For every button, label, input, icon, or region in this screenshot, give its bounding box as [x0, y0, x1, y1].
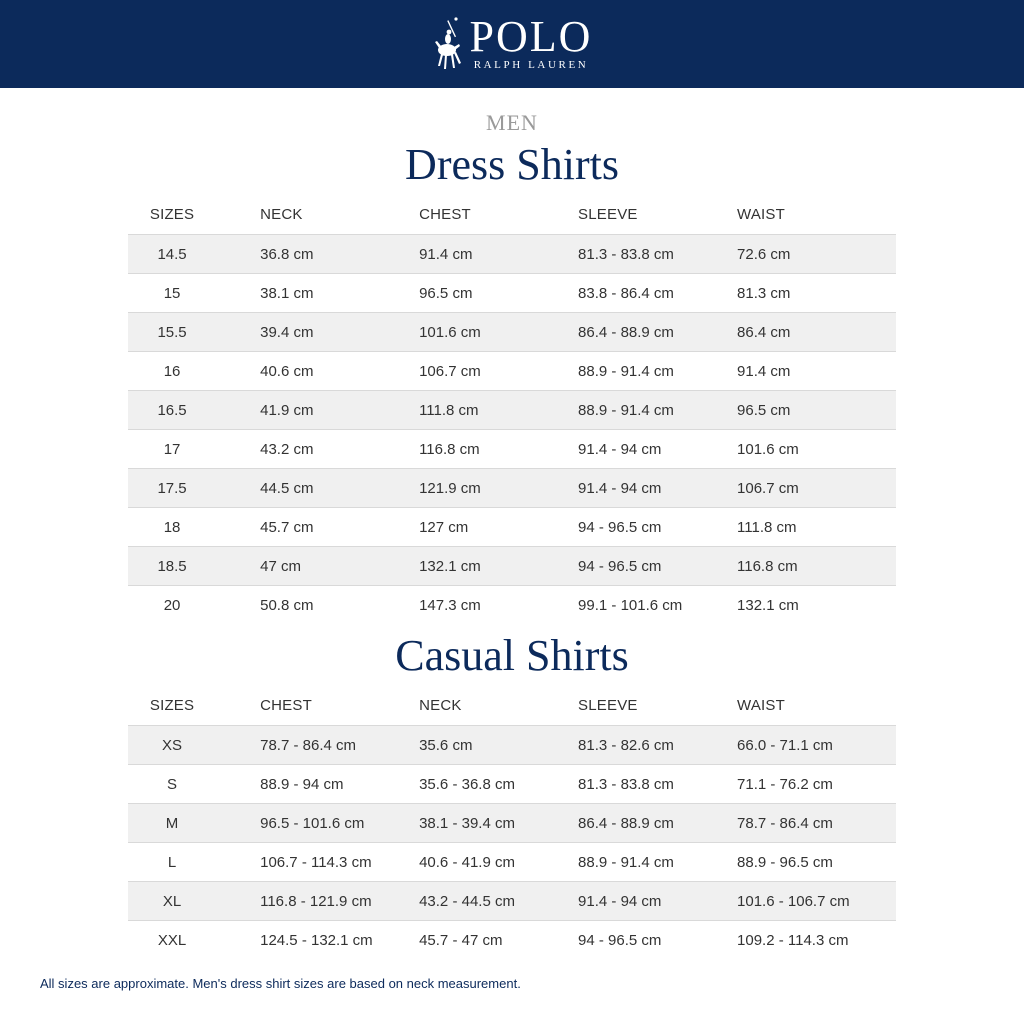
- table-row: [128, 547, 896, 586]
- measurement-cell: 88.9 - 91.4 cm: [578, 401, 674, 419]
- table-row: [128, 726, 896, 765]
- measurement-cell: 35.6 cm: [419, 736, 473, 754]
- measurement-cell: 91.4 - 94 cm: [578, 440, 662, 458]
- column-header: SIZES: [149, 205, 195, 223]
- measurement-cell: 88.9 - 91.4 cm: [578, 362, 674, 380]
- size-cell: 16.5: [157, 401, 187, 419]
- measurement-cell: 40.6 - 41.9 cm: [419, 853, 515, 871]
- column-header: SIZES: [149, 696, 195, 714]
- table-row: [128, 430, 896, 469]
- column-header: SLEEVE: [578, 205, 638, 223]
- column-header: NECK: [419, 696, 462, 714]
- measurement-cell: 38.1 cm: [260, 284, 314, 302]
- measurement-cell: 109.2 - 114.3 cm: [737, 931, 849, 949]
- table-row: [128, 765, 896, 804]
- table-row: [128, 586, 896, 624]
- measurement-cell: 106.7 cm: [737, 479, 799, 497]
- measurement-cell: 106.7 - 114.3 cm: [260, 853, 372, 871]
- size-cell: 17.5: [157, 479, 187, 497]
- brand-subname: RALPH LAUREN: [473, 59, 589, 71]
- measurement-cell: 83.8 - 86.4 cm: [578, 284, 674, 302]
- measurement-cell: 40.6 cm: [260, 362, 314, 380]
- measurement-cell: 111.8 cm: [419, 401, 479, 419]
- table-row: [128, 921, 896, 959]
- measurement-cell: 96.5 - 101.6 cm: [260, 814, 365, 832]
- measurement-cell: 72.6 cm: [737, 245, 791, 263]
- measurement-cell: 91.4 - 94 cm: [578, 892, 662, 910]
- table-row: [128, 469, 896, 508]
- column-header: CHEST: [419, 205, 471, 223]
- column-header: WAIST: [737, 205, 785, 223]
- table-row: [128, 843, 896, 882]
- measurement-cell: 94 - 96.5 cm: [578, 931, 662, 949]
- table-body: [128, 726, 896, 959]
- measurement-cell: 127 cm: [419, 518, 469, 536]
- measurement-cell: 86.4 cm: [737, 323, 791, 341]
- measurement-cell: 88.9 - 94 cm: [260, 775, 344, 793]
- measurement-cell: 81.3 - 83.8 cm: [578, 775, 674, 793]
- polo-player-icon: [432, 14, 462, 74]
- measurement-cell: 116.8 - 121.9 cm: [260, 892, 372, 910]
- size-cell: 18.5: [157, 557, 187, 575]
- brand-header: [0, 0, 1024, 88]
- size-cell: S: [167, 775, 178, 793]
- size-cell: 18: [163, 518, 181, 536]
- table-row: [128, 508, 896, 547]
- measurement-cell: 39.4 cm: [260, 323, 314, 341]
- table-header-row: [128, 194, 896, 235]
- measurement-cell: 121.9 cm: [419, 479, 481, 497]
- measurement-cell: 116.8 cm: [737, 557, 798, 575]
- measurement-cell: 35.6 - 36.8 cm: [419, 775, 515, 793]
- dress-shirts-title: Dress Shirts: [405, 140, 619, 189]
- measurement-cell: 36.8 cm: [260, 245, 314, 263]
- measurement-cell: 45.7 - 47 cm: [419, 931, 503, 949]
- size-cell: M: [165, 814, 179, 832]
- column-header: NECK: [260, 205, 303, 223]
- measurement-cell: 91.4 - 94 cm: [578, 479, 662, 497]
- measurement-cell: 106.7 cm: [419, 362, 481, 380]
- measurement-cell: 78.7 - 86.4 cm: [260, 736, 356, 754]
- casual-shirts-title: Casual Shirts: [395, 631, 629, 680]
- size-cell: 15.5: [157, 323, 187, 341]
- brand-logo: [432, 14, 593, 74]
- dress-shirts-table: [128, 194, 896, 624]
- measurement-cell: 132.1 cm: [419, 557, 481, 575]
- table-row: [128, 882, 896, 921]
- size-cell: XL: [162, 892, 182, 910]
- measurement-cell: 94 - 96.5 cm: [578, 557, 662, 575]
- table-row: [128, 804, 896, 843]
- measurement-cell: 99.1 - 101.6 cm: [578, 596, 683, 614]
- casual-shirts-table: [128, 685, 896, 959]
- column-header: CHEST: [260, 696, 312, 714]
- table-row: [128, 391, 896, 430]
- measurement-cell: 71.1 - 76.2 cm: [737, 775, 833, 793]
- table-row: [128, 313, 896, 352]
- measurement-cell: 116.8 cm: [419, 440, 480, 458]
- column-header: SLEEVE: [578, 696, 638, 714]
- column-header: WAIST: [737, 696, 785, 714]
- measurement-cell: 124.5 - 132.1 cm: [260, 931, 373, 949]
- measurement-cell: 81.3 - 82.6 cm: [578, 736, 674, 754]
- table-header-row: [128, 685, 896, 726]
- measurement-cell: 88.9 - 96.5 cm: [737, 853, 833, 871]
- measurement-cell: 96.5 cm: [737, 401, 791, 419]
- measurement-cell: 43.2 cm: [260, 440, 314, 458]
- size-cell: 15: [163, 284, 181, 302]
- measurement-cell: 86.4 - 88.9 cm: [578, 323, 674, 341]
- measurement-cell: 147.3 cm: [419, 596, 481, 614]
- measurement-cell: 86.4 - 88.9 cm: [578, 814, 674, 832]
- measurement-cell: 132.1 cm: [737, 596, 799, 614]
- measurement-cell: 91.4 cm: [419, 245, 473, 263]
- size-cell: XXL: [157, 931, 187, 949]
- measurement-cell: 38.1 - 39.4 cm: [419, 814, 515, 832]
- measurement-cell: 44.5 cm: [260, 479, 314, 497]
- measurement-cell: 88.9 - 91.4 cm: [578, 853, 674, 871]
- measurement-cell: 81.3 - 83.8 cm: [578, 245, 674, 263]
- size-cell: 14.5: [157, 245, 187, 263]
- table-body: [128, 235, 896, 624]
- measurement-cell: 101.6 cm: [419, 323, 481, 341]
- measurement-cell: 81.3 cm: [737, 284, 791, 302]
- measurement-cell: 111.8 cm: [737, 518, 797, 536]
- size-cell: L: [167, 853, 177, 871]
- measurement-cell: 66.0 - 71.1 cm: [737, 736, 833, 754]
- brand-name: POLO: [469, 12, 593, 61]
- table-row: [128, 274, 896, 313]
- measurement-cell: 101.6 cm: [737, 440, 799, 458]
- measurement-cell: 91.4 cm: [737, 362, 791, 380]
- size-cell: 16: [163, 362, 181, 380]
- measurement-cell: 41.9 cm: [260, 401, 314, 419]
- measurement-cell: 101.6 - 106.7 cm: [737, 892, 850, 910]
- measurement-cell: 96.5 cm: [419, 284, 473, 302]
- measurement-cell: 94 - 96.5 cm: [578, 518, 662, 536]
- measurement-cell: 78.7 - 86.4 cm: [737, 814, 833, 832]
- table-row: [128, 352, 896, 391]
- measurement-cell: 43.2 - 44.5 cm: [419, 892, 515, 910]
- size-cell: XS: [162, 736, 183, 754]
- measurement-cell: 47 cm: [260, 557, 301, 575]
- size-cell: 20: [163, 596, 181, 614]
- measurement-cell: 50.8 cm: [260, 596, 314, 614]
- measurement-cell: 45.7 cm: [260, 518, 314, 536]
- size-cell: 17: [163, 440, 181, 458]
- footnote: All sizes are approximate. Men's dress shirt sizes are based on neck measurement.: [40, 976, 521, 991]
- table-row: [128, 235, 896, 274]
- category-label: MEN: [486, 110, 538, 135]
